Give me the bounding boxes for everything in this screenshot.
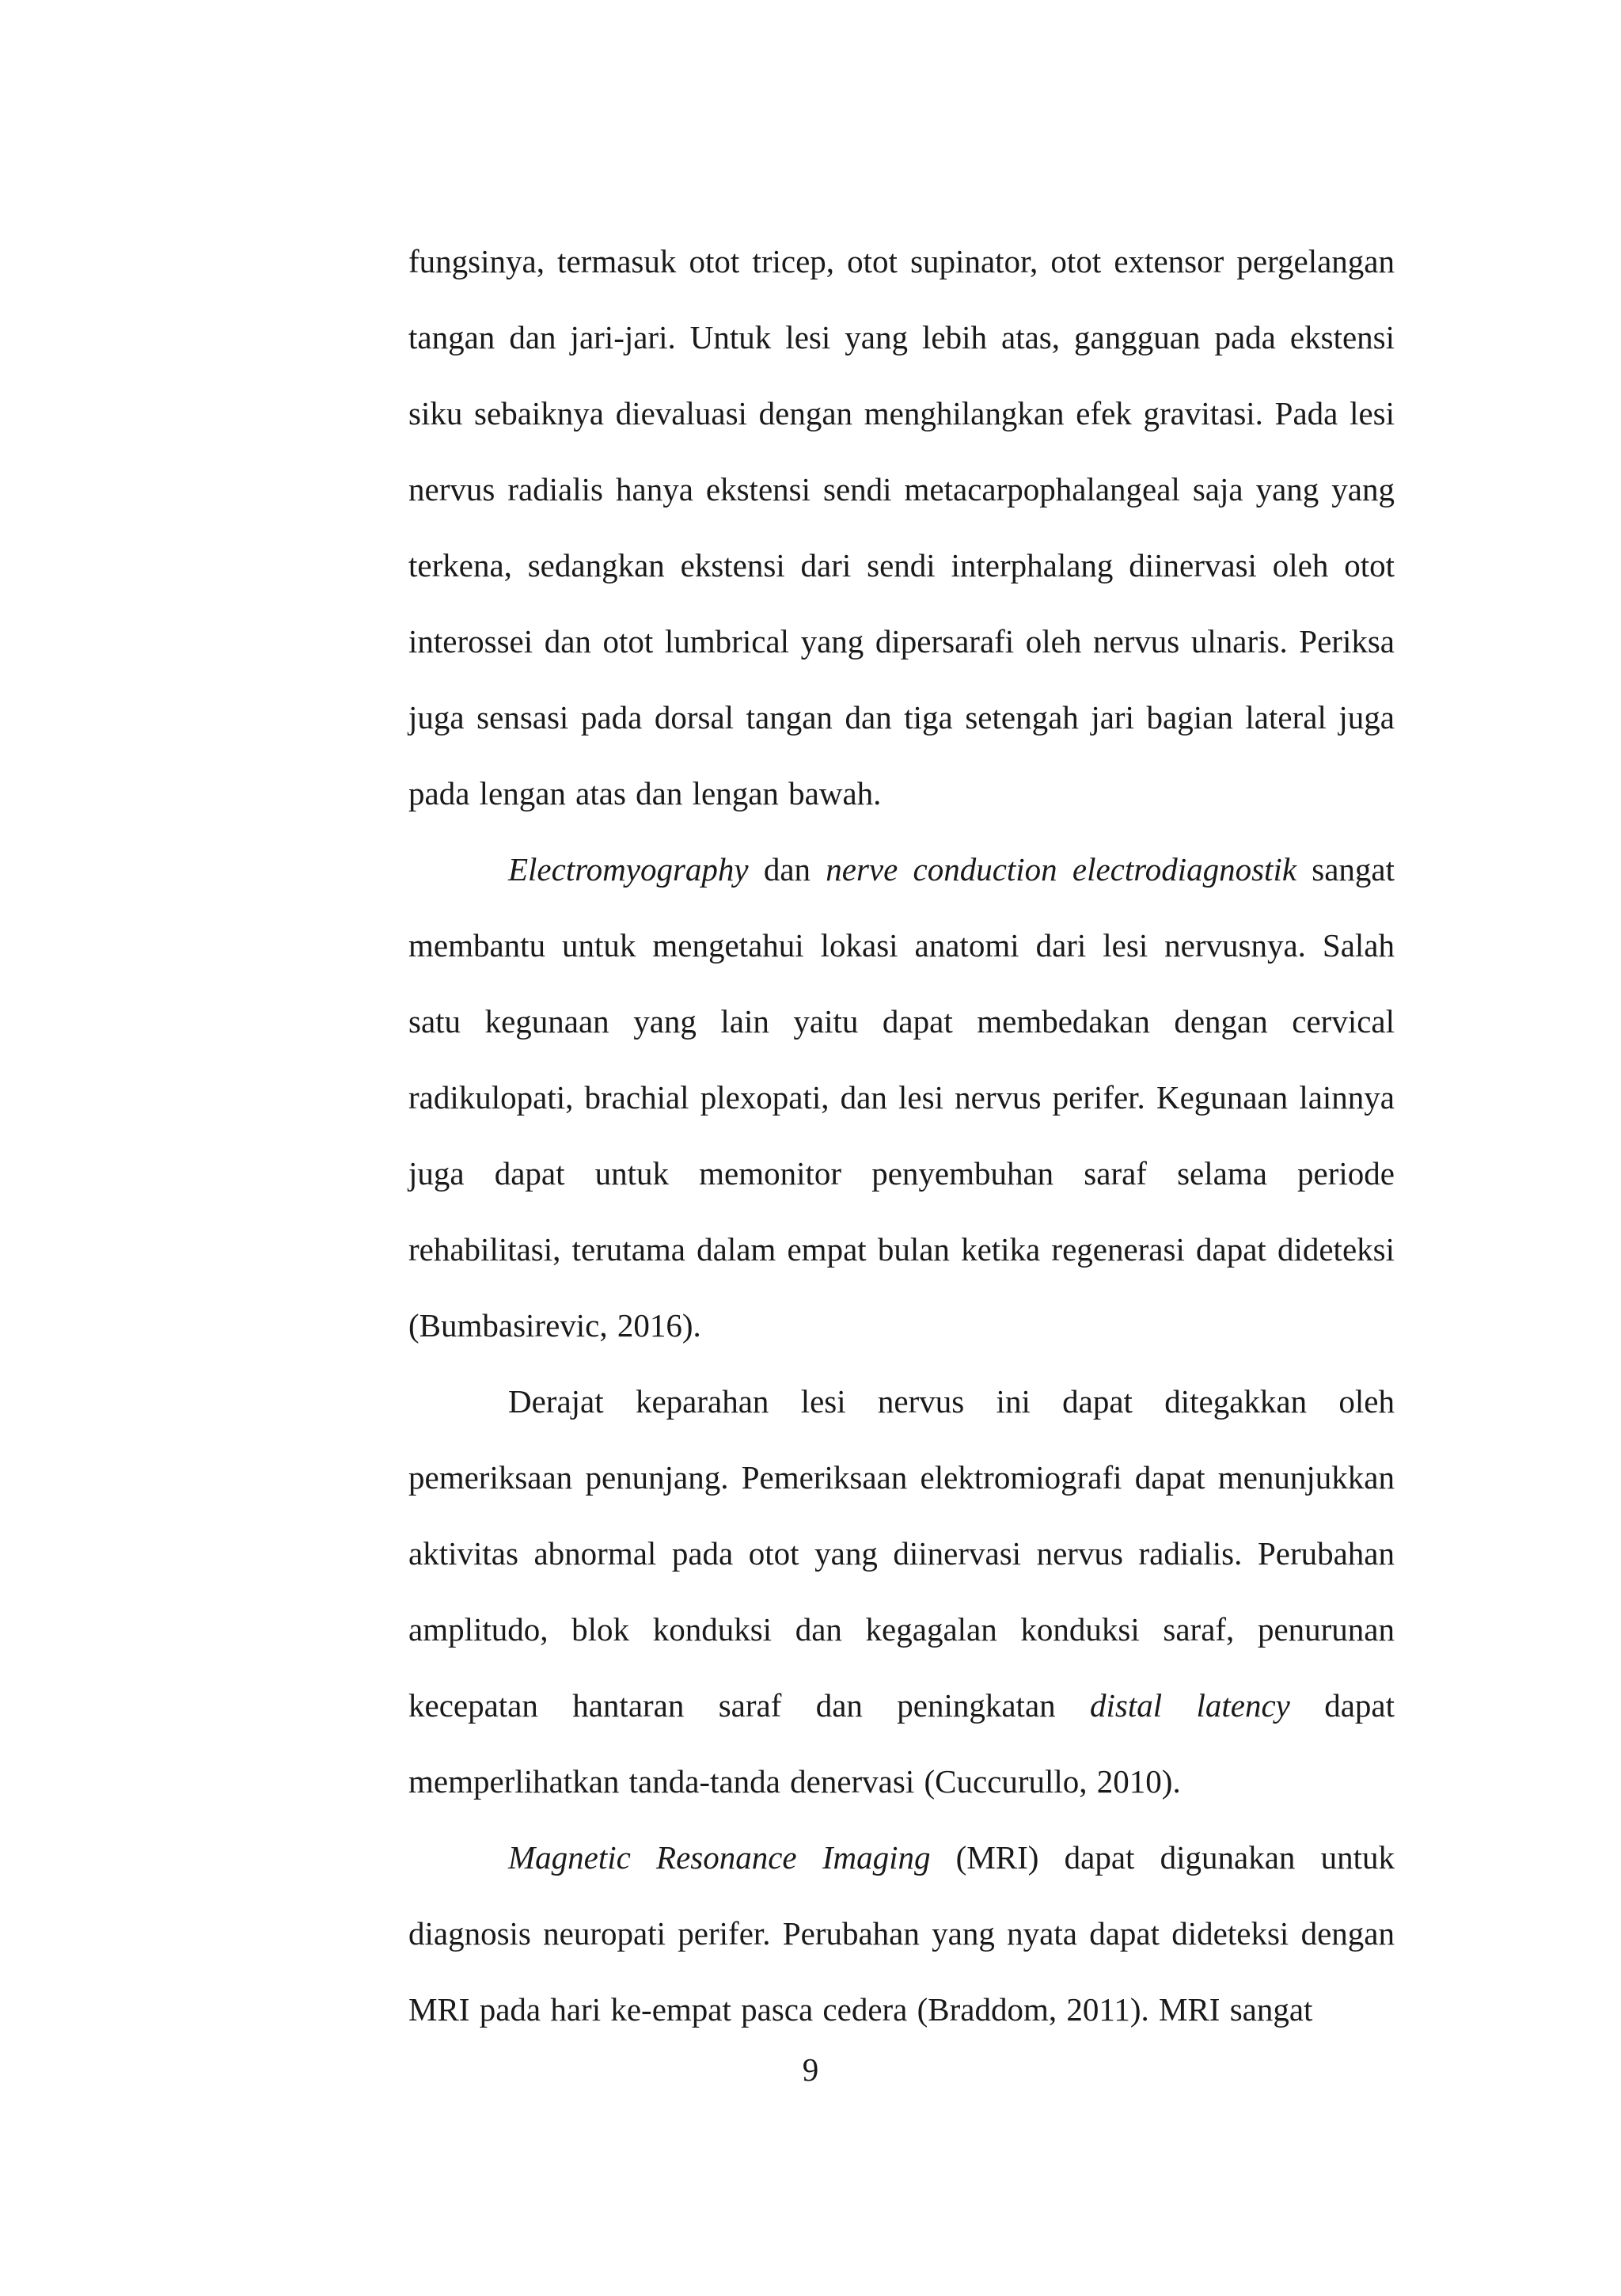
paragraph-2-text-a: dan — [748, 851, 826, 888]
term-nerve-conduction: nerve conduction electrodiagnostik — [826, 851, 1297, 888]
paragraph-1 — [408, 223, 1395, 831]
paragraph-2 — [408, 831, 1395, 1363]
term-mri: Magnetic Resonance Imaging — [508, 1839, 931, 1876]
paragraph-4-text: (MRI) dapat digunakan untuk diagnosis neuropati perifer. Perubahan yang nyata dapat dideteksi dengan MRI pada hari ke-empat pasca cedera (Braddom, 2011). MRI sangat — [408, 1839, 1395, 2028]
page-number: 9 — [802, 2051, 819, 2088]
term-electromyography: Electromyography — [508, 851, 749, 888]
paragraph-3-text-b: dapat memperlihatkan tanda-tanda denervasi (Cuccurullo, 2010). — [408, 1687, 1395, 1800]
paragraph-4 — [408, 1819, 1395, 2047]
body-text — [408, 223, 1395, 2047]
paragraph-1-text: fungsinya, termasuk otot tricep, otot supinator, otot extensor pergelangan tangan dan jari-jari. Untuk lesi yang lebih atas, gangguan pada ekstensi siku sebaiknya dievaluasi dengan menghilangkan efek gravitasi. Pada lesi nervus radialis hanya ekstensi sendi metacarpophalangeal saja yang yang terkena, sedangkan ekstensi dari sendi interphalang diinervasi oleh otot interossei dan otot lumbrical yang dipersarafi oleh nervus ulnaris. Periksa juga sensasi pada dorsal tangan dan tiga setengah jari bagian lateral juga pada lengan atas dan lengan bawah. — [408, 243, 1395, 812]
paragraph-3 — [408, 1363, 1395, 1819]
paragraph-2-text-b: sangat membantu untuk mengetahui lokasi anatomi dari lesi nervusnya. Salah satu kegunaan yang lain yaitu dapat membedakan dengan cervical radikulopati, brachial plexopati, dan lesi nervus perifer. Kegunaan lainnya juga dapat untuk memonitor penyembuhan saraf selama periode rehabilitasi, terutama dalam empat bulan ketika regenerasi dapat dideteksi (Bumbasirevic, 2016). — [408, 851, 1395, 1344]
paragraph-3-text-a: Derajat keparahan lesi nervus ini dapat ditegakkan oleh pemeriksaan penunjang. Pemeriksaan elektromiografi dapat menunjukkan aktivitas abnormal pada otot yang diinervasi nervus radialis. Perubahan amplitudo, blok konduksi dan kegagalan konduksi saraf, penurunan kecepatan hantaran saraf dan peningkatan — [408, 1383, 1395, 1724]
term-distal-latency: distal latency — [1090, 1687, 1290, 1724]
